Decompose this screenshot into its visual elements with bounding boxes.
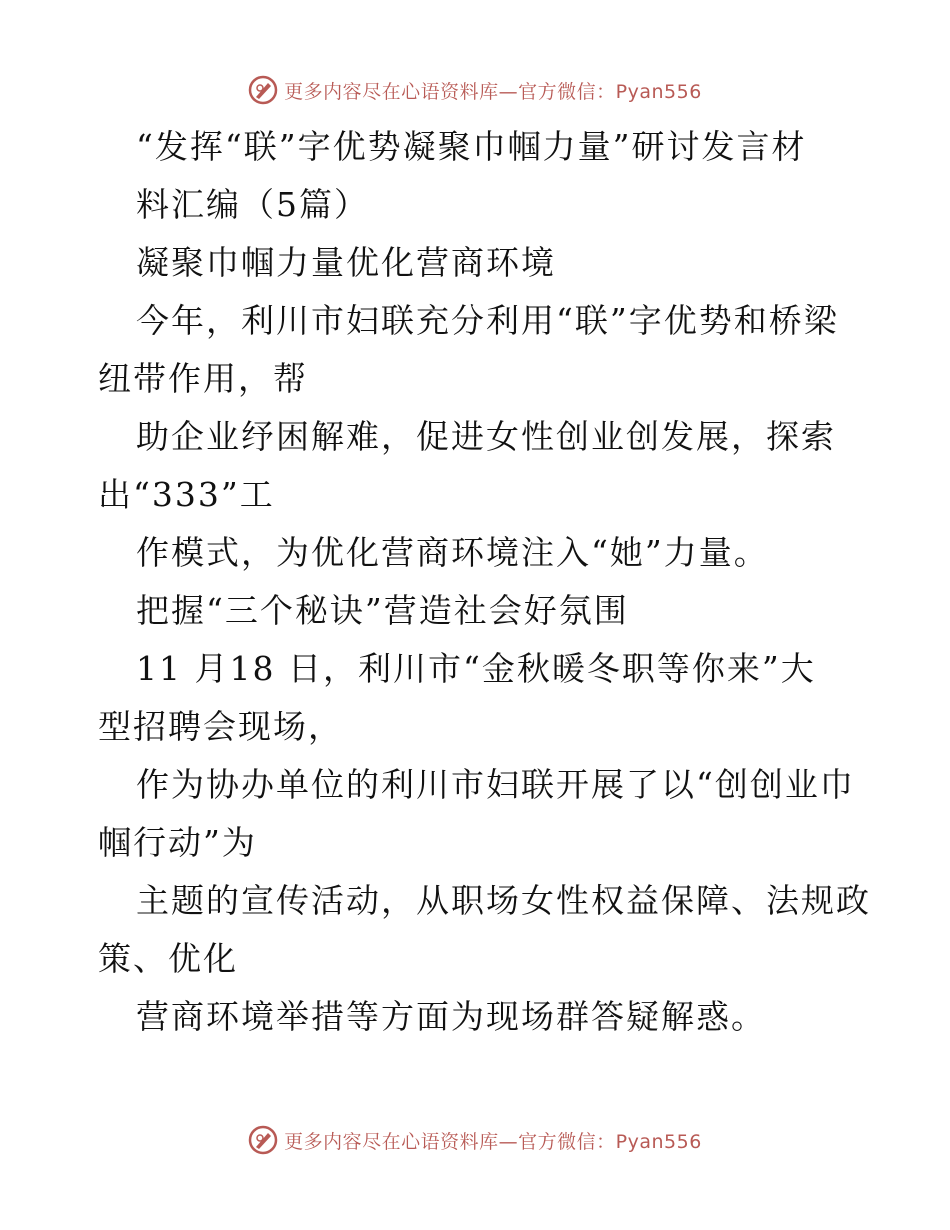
title-line-2: 料汇编（5篇） xyxy=(136,185,369,224)
subsection-heading: 把握“三个秘诀”营造社会好氛围 xyxy=(136,591,629,630)
quill-logo-icon xyxy=(248,1125,278,1155)
footer-watermark xyxy=(0,1120,950,1160)
paragraph-line: 作模式，为优化营商环境注入“她”力量。 xyxy=(136,533,769,572)
paragraph-line: 型招聘会现场， xyxy=(98,707,343,746)
paragraph-line: 助企业纾困解难，促进女性创业创发展，探索 xyxy=(136,417,836,456)
watermark-text: 更多内容尽在心语资料库—官方微信：Pyan556 xyxy=(284,80,702,103)
paragraph-line: 帼行动”为 xyxy=(98,823,257,862)
quill-logo-icon xyxy=(248,75,278,105)
paragraph-line: 11 月18 日，利川市“金秋暖冬职等你来”大 xyxy=(136,649,816,688)
paragraph-line: 营商环境举措等方面为现场群答疑解惑。 xyxy=(136,997,766,1036)
paragraph-line: 作为协办单位的利川市妇联开展了以“创创业巾 xyxy=(136,765,855,804)
paragraph-line: 策、优化 xyxy=(98,939,238,978)
title-line-1: “发挥“联”字优势凝聚巾帼力量”研讨发言材 xyxy=(136,127,807,166)
header-watermark xyxy=(0,70,950,110)
paragraph-line: 纽带作用，帮 xyxy=(98,359,308,398)
paragraph-line: 今年，利川市妇联充分利用“联”字优势和桥梁 xyxy=(136,301,839,340)
paragraph-line: 出“333”工 xyxy=(98,475,275,514)
section-heading: 凝聚巾帼力量优化营商环境 xyxy=(136,243,556,282)
watermark-text: 更多内容尽在心语资料库—官方微信：Pyan556 xyxy=(284,1130,702,1153)
paragraph-line: 主题的宣传活动，从职场女性权益保障、法规政 xyxy=(136,881,871,920)
document-body xyxy=(98,118,871,1046)
